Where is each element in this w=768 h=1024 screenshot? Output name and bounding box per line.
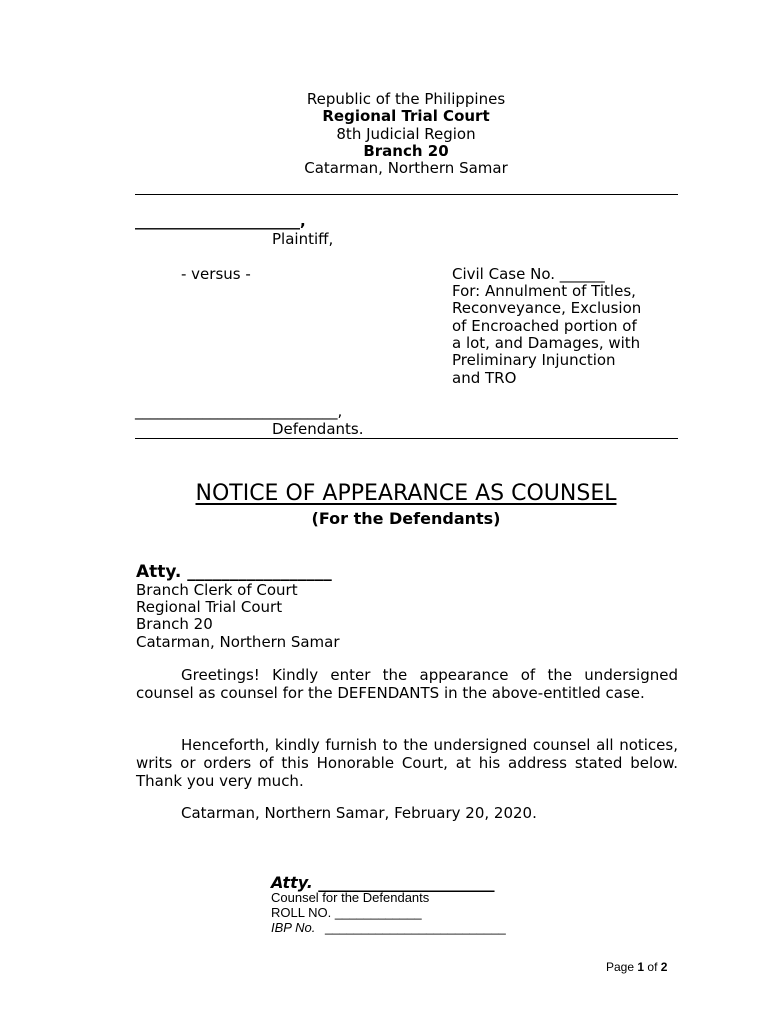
- header-republic: Republic of the Philippines: [306, 90, 506, 108]
- ibp-label: IBP No.: [271, 920, 316, 935]
- page-of: of: [647, 960, 658, 974]
- signature-ibp: [271, 920, 506, 935]
- case-for-line-4: a lot, and Damages, with: [452, 334, 641, 352]
- header-branch: Branch 20: [363, 142, 449, 160]
- header-court: Regional Trial Court: [322, 107, 490, 125]
- page-number: [606, 960, 667, 974]
- case-for-line-5: Preliminary Injunction: [452, 351, 616, 369]
- case-for-line-2: Reconveyance, Exclusion: [452, 299, 642, 317]
- page-prefix: Page: [606, 960, 635, 974]
- case-for-line-1: For: Annulment of Titles,: [452, 282, 636, 300]
- case-for-line-6: and TRO: [452, 369, 517, 387]
- body-paragraph-1: Greetings! Kindly enter the appearance of the undersigned counsel as counsel for the DEFENDANTS in the above-entitled case.: [136, 666, 678, 702]
- defendants-blank: ___________________________,: [135, 402, 343, 420]
- document-subtitle: (For the Defendants): [311, 509, 501, 528]
- date-line: Catarman, Northern Samar, February 20, 2020.: [181, 804, 537, 822]
- ibp-blank: _________________________: [324, 920, 506, 935]
- header-region: 8th Judicial Region: [336, 125, 476, 143]
- page-total: 2: [660, 960, 668, 974]
- addressee-atty: Atty. _________________: [136, 562, 332, 582]
- header-location: Catarman, Northern Samar: [304, 159, 508, 177]
- signature-counsel: Counsel for the Defendants: [271, 890, 430, 905]
- caption-top-rule: [135, 194, 678, 195]
- body-paragraph-2: Henceforth, kindly furnish to the undersigned counsel all notices, writs or orders of this Honorable Court, at his address stated below. Thank you very much.: [136, 736, 678, 790]
- addressee-line-2: Regional Trial Court: [136, 598, 283, 616]
- versus-label: - versus -: [181, 265, 251, 283]
- caption-bottom-rule: [135, 438, 678, 439]
- civil-case-no: Civil Case No. ______: [452, 265, 605, 283]
- document-title: NOTICE OF APPEARANCE AS COUNSEL: [195, 481, 617, 506]
- signature-roll-no: ROLL NO. ____________: [271, 905, 422, 920]
- defendants-label: Defendants.: [272, 420, 364, 438]
- case-for-line-3: of Encroached portion of: [452, 317, 637, 335]
- plaintiff-blank: ______________________,: [135, 212, 306, 230]
- signature-atty-text: Atty. ______________________: [271, 873, 495, 892]
- addressee-line-3: Branch 20: [136, 615, 213, 633]
- page-current: 1: [637, 960, 645, 974]
- addressee-line-1: Branch Clerk of Court: [136, 581, 298, 599]
- addressee-line-4: Catarman, Northern Samar: [136, 633, 340, 651]
- plaintiff-label: Plaintiff,: [272, 230, 334, 248]
